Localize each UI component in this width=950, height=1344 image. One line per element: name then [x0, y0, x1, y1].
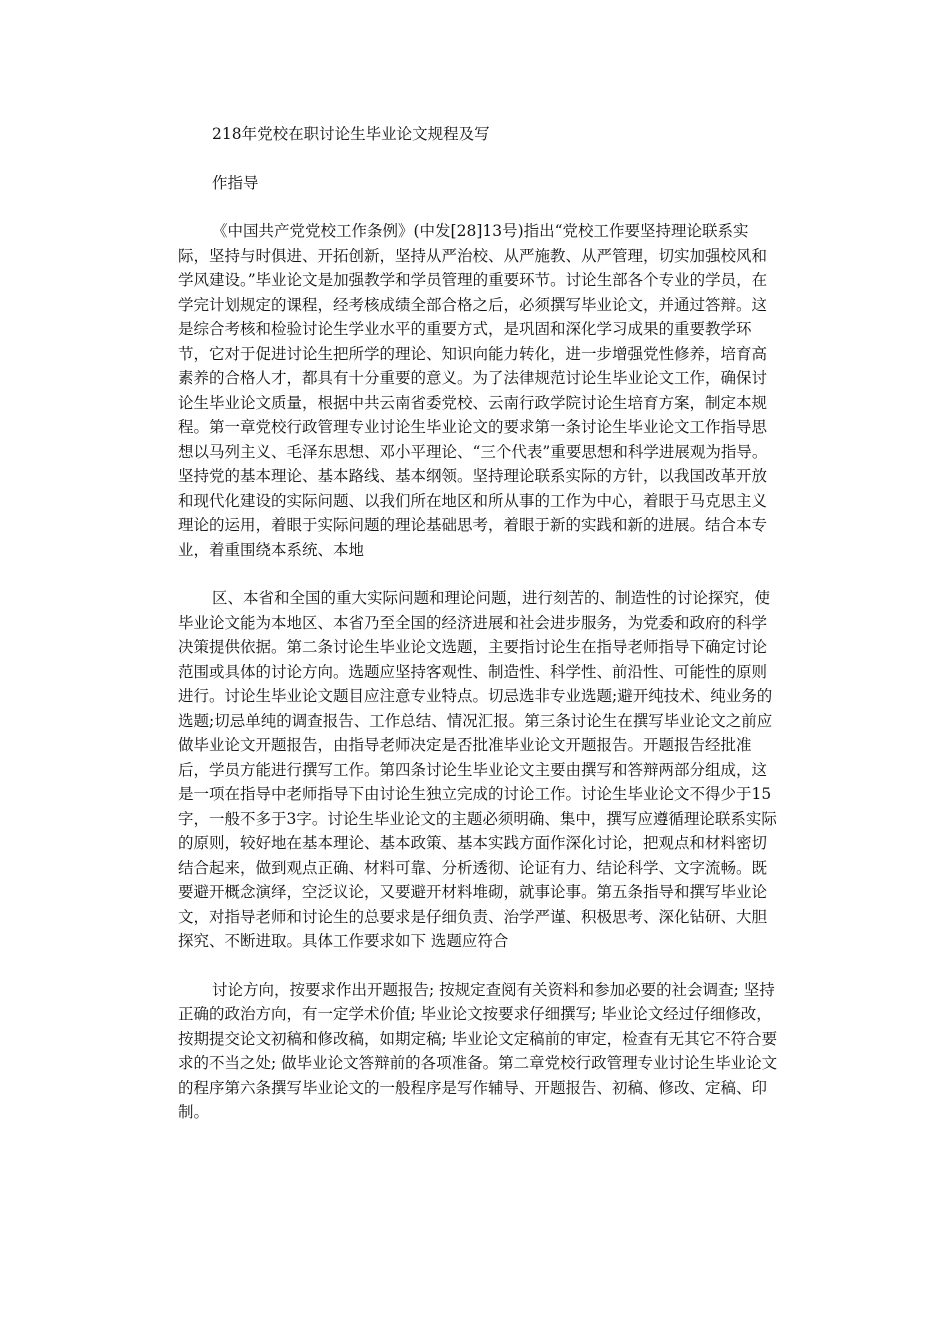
document-title-line-1: 218年党校在职讨论生毕业论文规程及写	[212, 125, 490, 143]
body-paragraph-2: 区、本省和全国的重大实际问题和理论问题，进行刻苦的、制造性的讨论探究，使毕业论文能为本地区、本省乃至全国的经济进展和社会进步服务，为党委和政府的科学决策提供依据。第二条讨论生毕业论文选题，主要指讨论生在指导老师指导下确定讨论范围或具体的讨论方向。选题应坚持客观性、制造性、科学性、前沿性、可能性的原则进行。讨论生毕业论文题目应注意专业特点。切忌选非专业选题;避开纯技术、纯业务的选题;切忌单纯的调查报告、工作总结、情况汇报。第三条讨论生在撰写毕业论文之前应做毕业论文开题报告，由指导老师决定是否批准毕业论文开题报告。开题报告经批准后，学员方能进行撰写工作。第四条讨论生毕业论文主要由撰写和答辩两部分组成，这是一项在指导中老师指导下由讨论生独立完成的讨论工作。讨论生毕业论文不得少于15字，一般不多于3字。讨论生毕业论文的主题必须明确、集中，撰写应遵循理论联系实际的原则，较好地在基本理论、基本政策、基本实践方面作深化讨论，把观点和材料密切结合起来，做到观点正确、材料可靠、分析透彻、论证有力、结论科学、文字流畅。既要避开概念演绎，空泛议论，又要避开材料堆砌，就事论事。第五条指导和撰写毕业论文，对指导老师和讨论生的总要求是仔细负责、治学严谨、积极思考、深化钻研、大胆探究、不断进取。具体工作要求如下 选题应符合	[178, 589, 777, 950]
body-paragraph-3: 讨论方向，按要求作出开题报告; 按规定查阅有关资料和参加必要的社会调查; 坚持正确的政治方向，有一定学术价值; 毕业论文按要求仔细撰写; 毕业论文经过仔细修改，按期提交论文初稿和修改稿，如期定稿; 毕业论文定稿前的审定，检查有无其它不符合要求的不当之处; 做毕业论文答辩前的各项准备。第二章党校行政管理专业讨论生毕业论文的程序第六条撰写毕业论文的一般程序是写作辅导、开题报告、初稿、修改、定稿、印制。	[178, 980, 778, 1121]
document-body	[178, 122, 778, 1125]
document-title-line-2: 作指导	[212, 173, 259, 192]
body-paragraph-1: 《中国共产党党校工作条例》(中发[28]13号)指出“党校工作要坚持理论联系实际，坚持与时俱进、开拓创新，坚持从严治校、从严施教、从严管理，切实加强校风和学风建设。”毕业论文是加强教学和学员管理的重要环节。讨论生部各个专业的学员，在学完计划规定的课程，经考核成绩全部合格之后，必须撰写毕业论文，并通过答辩。这是综合考核和检验讨论生学业水平的重要方式，是巩固和深化学习成果的重要教学环节，它对于促进讨论生把所学的理论、知识向能力转化，进一步增强党性修养，培育高素养的合格人才，都具有十分重要的意义。为了法律规范讨论生毕业论文工作，确保讨论生毕业论文质量，根据中共云南省委党校、云南行政学院讨论生培育方案，制定本规程。第一章党校行政管理专业讨论生毕业论文的要求第一条讨论生毕业论文工作指导思想以马列主义、毛泽东思想、邓小平理论、“三个代表”重要思想和科学进展观为指导。坚持党的基本理论、基本路线、基本纲领。坚持理论联系实际的方针，以我国改革开放和现代化建设的实际问题、以我们所在地区和所从事的工作为中心，着眼于马克思主义理论的运用，着眼于实际问题的理论基础思考，着眼于新的实践和新的进展。结合本专业，着重围绕本系统、本地	[178, 222, 768, 559]
